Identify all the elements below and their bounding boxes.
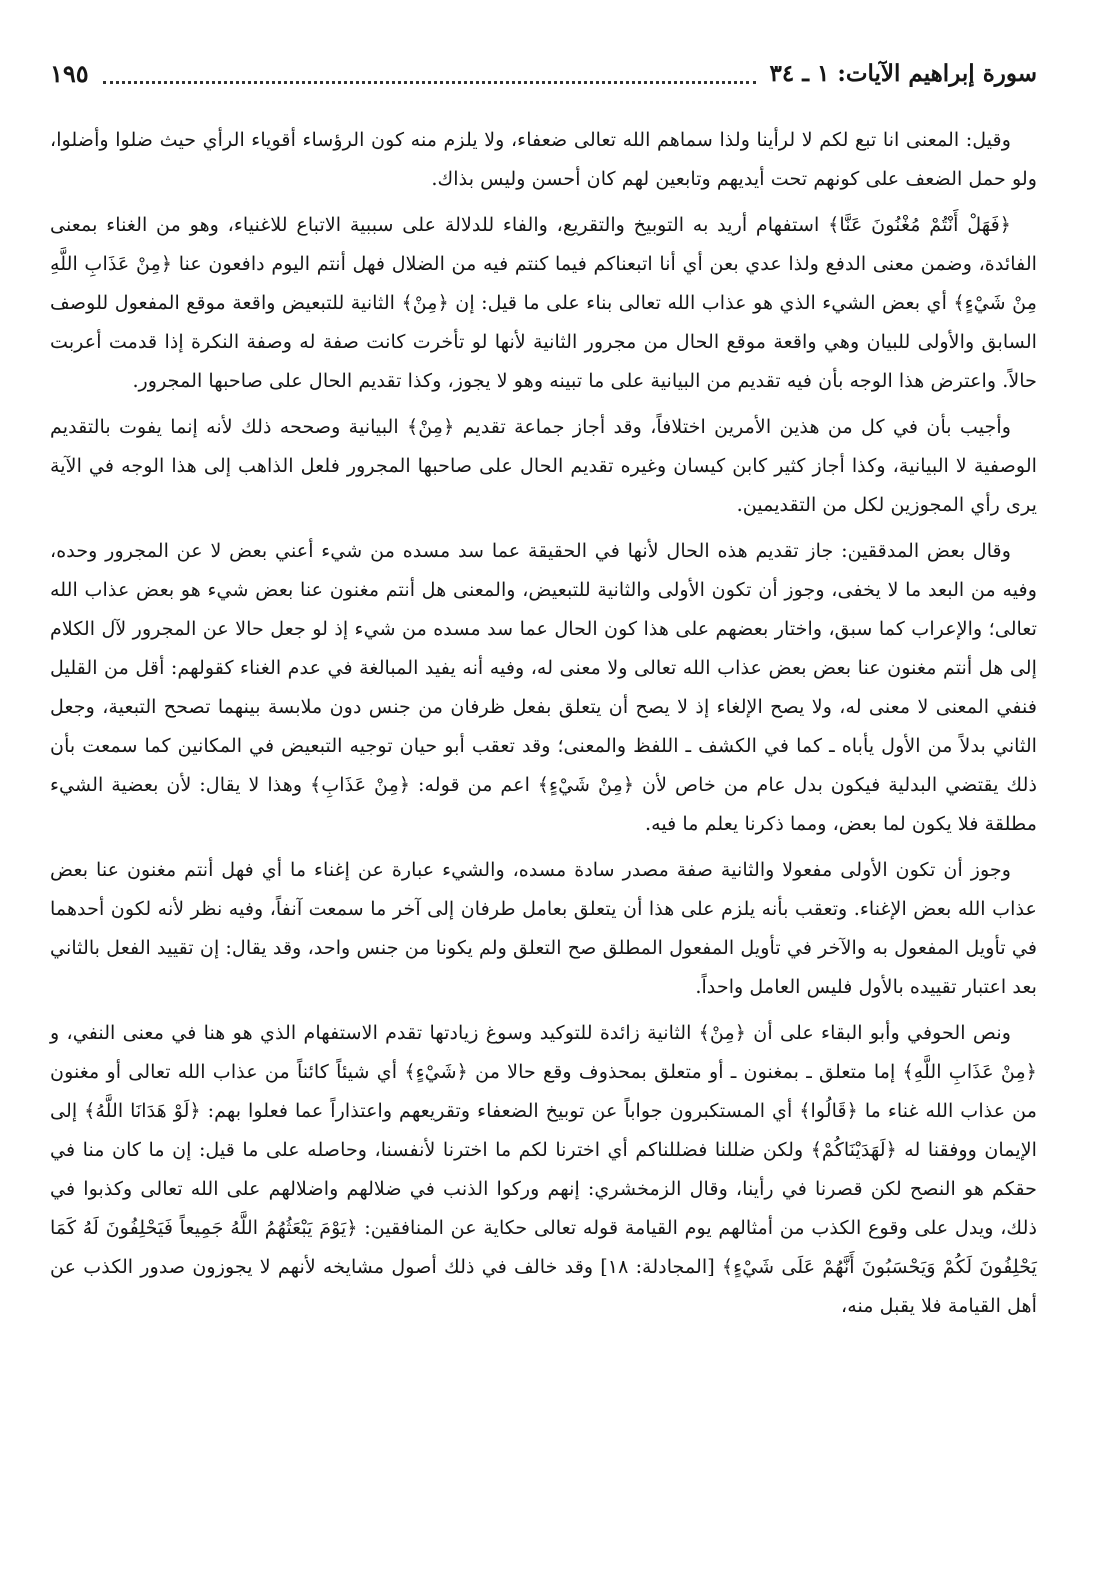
running-header [50, 56, 1037, 90]
paragraph: وقال بعض المدققين: جاز تقديم هذه الحال لأنها في الحقيقة عما سد مسده من شيء أعني بعض لا عن المجرور وحده، وفيه من البعد ما لا يخفى، وجوز أن تكون الأولى والثانية للتبعيض، والمعنى هل أنتم مغنون عنا بعض شيء هو بعض عذاب الله تعالى؛ والإعراب كما سبق، واختار بعضهم على هذا كون الحال عما سد مسده من شيء إذ لو جعل حالا عن المجرور لآل الكلام إلى هل أنتم مغنون عنا بعض بعض عذاب الله تعالى ولا معنى له، وفيه أنه يفيد المبالغة في عدم الغناء كقولهم: أقل من القليل فنفي المعنى لا معنى له، ولا يصح الإلغاء إذ لا يصح أن يتعلق بفعل ظرفان من جنس دون ملابسة بينهما تصحح التبعية، وجعل الثاني بدلاً من الأول يأباه ـ كما في الكشف ـ اللفظ والمعنى؛ وقد تعقب أبو حيان توجيه التبعيض في المكانين كما سمعت بأن ذلك يقتضي البدلية فيكون بدل عام من خاص لأن ﴿مِنْ شَيْءٍ﴾ اعم من قوله: ﴿مِنْ عَذَابِ﴾ وهذا لا يقال: لأن بعضية الشيء مطلقة فلا يكون لما بعض، ومما ذكرنا يعلم ما فيه. [50, 539, 1037, 835]
paragraph: ونص الحوفي وأبو البقاء على أن ﴿مِنْ﴾ الثانية زائدة للتوكيد وسوغ زيادتها تقدم الاستفهام الذي هو هنا في معنى النفي، و ﴿مِنْ عَذَابِ اللَّهِ﴾ إما متعلق ـ بمغنون ـ أو متعلق بمحذوف وقع حالا من ﴿شَيْءٍ﴾ أي شيئاً كائناً من عذاب الله تعالى أو مغنون من عذاب الله غناء ما ﴿قَالُوا﴾ أي المستكبرون جواباً عن توبيخ الضعفاء وتقريعهم واعتذاراً عما فعلوا بهم: ﴿لَوْ هَدَانَا اللَّهُ﴾ إلى الإيمان ووفقنا له ﴿لَهَدَيْنَاكُمْ﴾ ولكن ضللنا فضللناكم أي اخترنا لكم ما اخترنا لأنفسنا، وحاصله على ما قيل: إن ما كان منا في حقكم هو النصح لكن قصرنا في رأينا، وقال الزمخشري: إنهم وركوا الذنب في ضلالهم واضلالهم على الله تعالى وكذبوا في ذلك، ويدل على وقوع الكذب من أمثالهم يوم القيامة قوله تعالى حكاية عن المنافقين: ﴿يَوْمَ يَبْعَثُهُمُ اللَّهُ جَمِيعاً فَيَحْلِفُونَ لَهُ كَمَا يَحْلِفُونَ لَكُمْ وَيَحْسَبُونَ أَنَّهُمْ عَلَى شَيْءٍ﴾ [المجادلة: ١٨] وقد خالف في ذلك أصول مشايخه لأنهم لا يجوزون صدور الكذب عن أهل القيامة فلا يقبل منه، [50, 1021, 1037, 1317]
surah-title: سورة إبراهيم الآيات: ١ ـ ٣٤ [769, 59, 1037, 87]
paragraph: ﴿فَهَلْ أَنْتُمْ مُغْنُونَ عَنَّا﴾ استفهام أريد به التوبيخ والتقريع، والفاء للدلالة على سببية الاتباع للاغنياء، وهو من الغناء بمعنى الفائدة، وضمن معنى الدفع ولذا عدي بعن أي أنا اتبعناكم فيما كنتم فيه من الضلال فهل أنتم اليوم دافعون عنا ﴿مِنْ عَذَابِ اللَّهِ مِنْ شَيْءٍ﴾ أي بعض الشيء الذي هو عذاب الله تعالى بناء على ما قيل: إن ﴿مِنْ﴾ الثانية للتبعيض واقعة موقع المفعول للوصف السابق والأولى للبيان وهي واقعة موقع الحال من مجرور الثانية لأنها لو تأخرت كانت صفة له وصفة النكرة إذا قدمت أعربت حالاً. واعترض هذا الوجه بأن فيه تقديم من البيانية على ما تبينه وهو لا يجوز، وكذا تقديم الحال على صاحبها المجرور. [50, 213, 1037, 392]
dotted-leader [103, 73, 756, 84]
paragraph: وأجيب بأن في كل من هذين الأمرين اختلافاً، وقد أجاز جماعة تقديم ﴿مِنْ﴾ البيانية وصححه ذلك لأنه إنما يفوت بالتقديم الوصفية لا البيانية، وكذا أجاز كثير كابن كيسان وغيره تقديم الحال على صاحبها المجرور فلعل الذاهب إلى هذا الوجه في الآية يرى رأي المجوزين لكل من التقديمين. [50, 415, 1037, 516]
paragraph: وجوز أن تكون الأولى مفعولا والثانية صفة مصدر سادة مسده، والشيء عبارة عن إغناء ما أي فهل أنتم مغنون عنا بعض عذاب الله بعض الإغناء. وتعقب بأنه يلزم على هذا أن يتعلق بعامل طرفان إلى آخر ما سمعت آنفاً، وفيه نظر لأنه لكون أحدهما في تأويل المفعول به والآخر في تأويل المفعول المطلق صح التعلق ولم يكونا من جنس واحد، وقد يقال: إن تقييد الفعل بالثاني بعد اعتبار تقييده بالأول فليس العامل واحداً. [50, 858, 1037, 998]
body-text [50, 120, 1037, 1325]
paragraph: وقيل: المعنى انا تبع لكم لا لرأينا ولذا سماهم الله تعالى ضعفاء، ولا يلزم منه كون الرؤساء أقوياء الرأي حيث ضلوا وأضلوا، ولو حمل الضعف على كونهم تحت أيديهم وتابعين لهم كان أحسن وليس بذاك. [50, 128, 1037, 190]
page-number: ١٩٥ [50, 58, 89, 88]
